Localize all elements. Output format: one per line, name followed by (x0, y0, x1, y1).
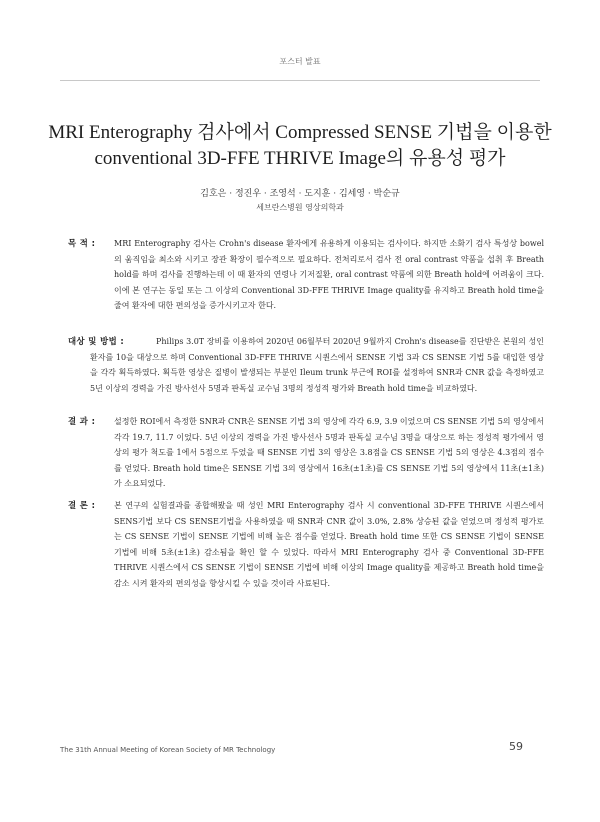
section-header-label: 포스터 발표 (279, 57, 321, 66)
purpose-label: 목 적 : (68, 238, 96, 248)
methods-text: Philips 3.0T 장비를 이용하여 2020년 06월부터 2020년 9월까지 Crohn's disease를 진단받은 본원의 성인 환자를 10을 대상으로 하며 Conventional 3D-FFE THRIVE 시퀀스에서 SENSE 기법 3과 CS SENSE 기법 5를 대입한 영상을 각각 획득하였다. 획득한 영상은 질병이 발생되는 부분인 Ileum trunk 부근에 ROI를 설정하여 SNR과 CNR 값을 측정하였고 5년 이상의 경력을 가진 방사선사 5명과 판독실 교수님 3명의 정성적 평가와 Breath hold time을 비교하였다. (90, 337, 544, 393)
page-number: 59 (509, 740, 523, 753)
results-section (68, 414, 544, 492)
footer-meeting-name: The 31th Annual Meeting of Korean Society of MR Technology (60, 746, 276, 754)
paper-title (40, 120, 560, 172)
purpose-section (68, 236, 544, 314)
conclusion-section (68, 498, 544, 592)
results-text: 설정한 ROI에서 측정한 SNR과 CNR은 SENSE 기법 3의 영상에 각각 6.9, 3.9 이었으며 CS SENSE 기법 5의 영상에서 각각 19.7, 11.7 이었다. 5년 이상의 경력을 가진 방사선사 5명과 판독실 교수님 3명을 대상으로 하는 정성적 평가에서 영상의 평가 척도를 1에서 5점으로 두었을 때 SENSE 기법 3의 영상은 3.8점을 CS SENSE 기법 5의 영상은 4.3점의 점수를 얻었다. Breath hold time은 SENSE 기법 3의 영상에서 16초(±1초)를 CS SENSE 기법 5의 영상에서 11초(±1초)가 소요되었다. (114, 417, 544, 489)
header-divider (60, 80, 540, 81)
title-line-1: MRI Enterography 검사에서 Compressed SENSE 기법을 이용한 (48, 122, 552, 143)
conclusion-text: 본 연구의 실험결과를 종합해봤을 때 성인 MRI Enterography 검사 시 conventional 3D-FFE THRIVE 시퀀스에서 SENS기법 보다 CS SENSE기법을 사용하였을 때 SNR과 CNR 값이 3.0%, 2.8% 상승된 값을 얻었으며 정성적 평가로는 CS SENSE 기법이 SENSE 기법에 비해 높은 점수를 얻었다. Breath hold time 또한 CS SENSE 기법이 SENSE 기법에 비해 5초(±1초) 감소됨을 확인 할 수 있었다. 따라서 MRI Enterography 검사 중 Conventional 3D-FFE THRIVE 시퀀스에서 CS SENSE 기법이 SENSE 기법에 비해 이상의 Image quality를 제공하고 Breath hold time을 감소 시켜 환자의 편의성을 향상시킬 수 있을 것이라 사료된다. (114, 501, 544, 588)
purpose-text: MRI Enterography 검사는 Crohn's disease 환자에게 유용하게 이용되는 검사이다. 하지만 소화기 검사 특성상 bowel의 움직임을 최소와 시키고 장관 확장이 필수적으로 필요하다. 전처리로서 검사 전 oral contrast 약품을 섭취 후 Breath hold를 하며 검사를 진행하는데 이 때 환자의 연령나 기저질환, oral contrast 약품에 의한 Breath hold에 어려움이 크다. 이에 본 연구는 동일 또는 그 이상의 Conventional 3D-FFE THRIVE Image quality를 유지하고 Breath hold time을 줄여 환자에 대한 편의성을 증가시키고자 한다. (114, 239, 544, 311)
results-label: 결 과 : (68, 416, 96, 426)
conclusion-label: 결 론 : (68, 500, 96, 510)
methods-section (68, 334, 544, 396)
author-list: 김호은 · 정진우 · 조영석 · 도지훈 · 김세영 · 박순규 (200, 189, 400, 199)
methods-label: 대상 및 방법 : (68, 336, 125, 346)
title-line-2: conventional 3D-FFE THRIVE Image의 유용성 평가 (94, 148, 506, 169)
affiliation: 세브란스병원 영상의학과 (256, 203, 344, 212)
